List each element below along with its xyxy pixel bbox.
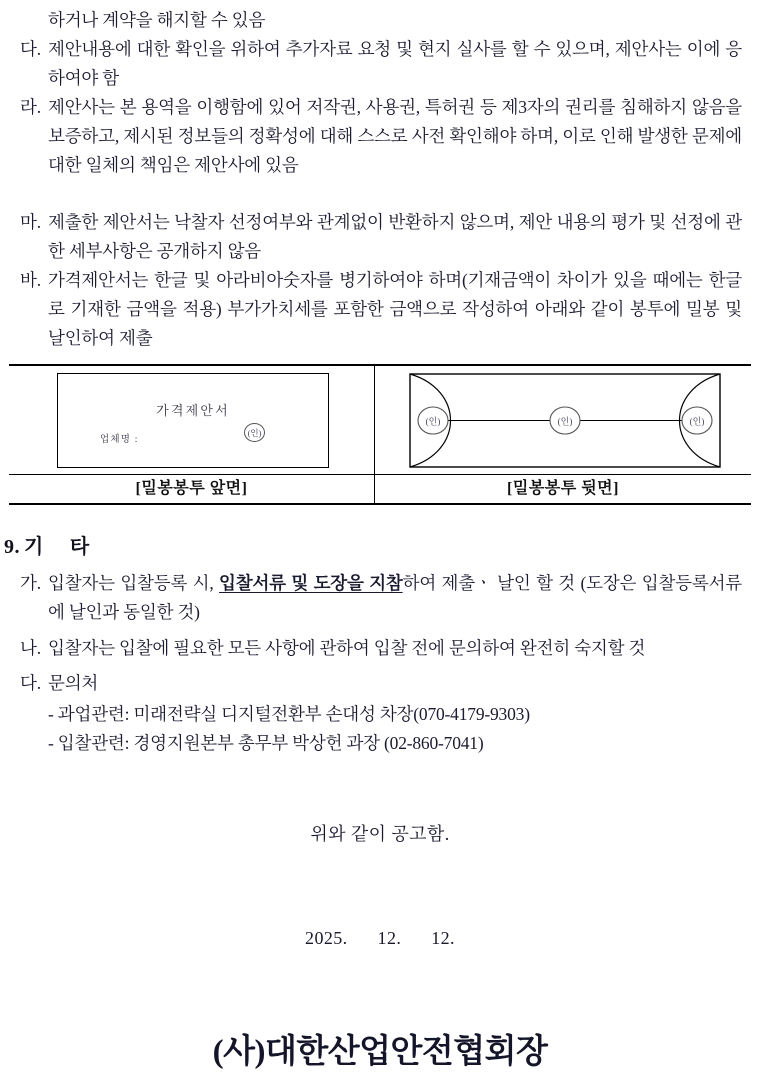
envelope-back-caption: [밀봉봉투 뒷면]	[507, 480, 619, 497]
clause-marker-ma: 마.	[20, 212, 41, 232]
seal-stamp-icon-middle: (인)	[557, 416, 573, 427]
section9-item-ga	[20, 569, 742, 627]
clause-text-da: 제안내용에 대한 확인을 위하여 추가자료 요청 및 현지 실사를 할 수 있으며, 제안사는 이에 응하여야 함	[48, 39, 742, 88]
section9-marker-ga: 가.	[20, 573, 41, 593]
envelope-back-rect	[409, 373, 721, 468]
envelope-front-cell	[9, 366, 375, 474]
section-9-number: 9.	[4, 536, 20, 558]
continuation-text: 하거나 계약을 해지할 수 있음	[48, 10, 266, 30]
section-9-title-second: 타	[69, 536, 90, 558]
envelope-front-rect	[57, 373, 329, 468]
closing-statement: 위와 같이 공고함.	[310, 824, 450, 844]
clause-marker-da: 다.	[20, 39, 41, 59]
clause-ba	[20, 266, 742, 353]
envelope-back-cell	[375, 366, 751, 474]
clause-ma	[20, 208, 742, 266]
envelope-back-diagram	[409, 373, 721, 468]
clause-da	[20, 35, 742, 93]
clause-text-ra: 제안사는 본 용역을 이행함에 있어 저작권, 사용권, 특허권 등 제3자의 권리를 침해하지 않음을 보증하고, 제시된 정보들의 정확성에 대해 스스로 사전 확인해야 하며, 이로 인해 발생한 문제에 대한 일체의 책임은 제안사에 있음	[48, 97, 742, 175]
clause-text-ma: 제출한 제안서는 낙찰자 선정여부와 관계없이 반환하지 않으며, 제안 내용의 평가 및 선정에 관한 세부사항은 공개하지 않음	[48, 212, 742, 261]
envelope-front-title: 가격제안서	[156, 403, 230, 418]
clause-text-ba: 가격제안서는 한글 및 아라비아숫자를 병기하여야 하며(기재금액이 차이가 있을 때에는 한글로 기재한 금액을 적용) 부가가치세를 포함한 금액으로 작성하여 아래와 같이 봉투에 밀봉 및 날인하여 제출	[48, 270, 742, 348]
clause-ra	[20, 93, 742, 180]
closing-date	[0, 928, 760, 949]
envelope-front-company-label: 업체명 :	[100, 435, 139, 445]
section9-ga-text-before: 입찰자는 입찰등록 시,	[48, 573, 220, 593]
closing-date-month: 12.	[377, 928, 402, 948]
section9-marker-na: 나.	[20, 638, 41, 658]
envelope-caption-row	[9, 474, 751, 503]
section9-na-text: 입찰자는 입찰에 필요한 모든 사항에 관하여 입찰 전에 문의하여 완전히 숙지할 것	[48, 638, 646, 658]
contact-line-bidding	[48, 729, 748, 758]
section-9-title-first: 기	[24, 536, 44, 558]
section9-marker-da: 다.	[20, 673, 41, 693]
section9-ga-emphasis: 입찰서류 및 도장을 지참	[219, 573, 403, 593]
clause-marker-ba: 바.	[20, 270, 41, 290]
seal-stamp-icon-right: (인)	[689, 416, 705, 427]
seal-stamp-icon-left: (인)	[425, 416, 441, 427]
section9-item-na	[20, 634, 750, 663]
envelope-diagram-row	[9, 366, 751, 474]
issuing-organization: (사)대한산업안전협회장	[212, 1034, 548, 1070]
contact-project-text: - 과업관련: 미래전략실 디지털전환부 손대성 차장(070-4179-9303)	[48, 704, 530, 724]
section9-ga-text-after: 하여 제출ㆍ 날인 할 것 (도장은 입찰등록서류에 날인과 동일한 것)	[48, 573, 742, 622]
envelope-front-caption: [밀봉봉투 앞면]	[9, 475, 375, 503]
closing-date-day: 12.	[431, 928, 455, 948]
section-9-heading	[4, 530, 90, 559]
clause-marker-ra: 라.	[20, 97, 41, 117]
contact-line-project	[48, 700, 748, 729]
contact-bidding-text: - 입찰관련: 경영지원본부 총무부 박상헌 과장 (02-860-7041)	[48, 733, 484, 753]
closing-date-year: 2025.	[305, 928, 348, 948]
envelope-figure-table	[9, 364, 751, 505]
section9-da-text: 문의처	[48, 673, 99, 693]
seal-stamp-icon: (인)	[244, 423, 265, 442]
section9-item-da	[20, 669, 742, 698]
